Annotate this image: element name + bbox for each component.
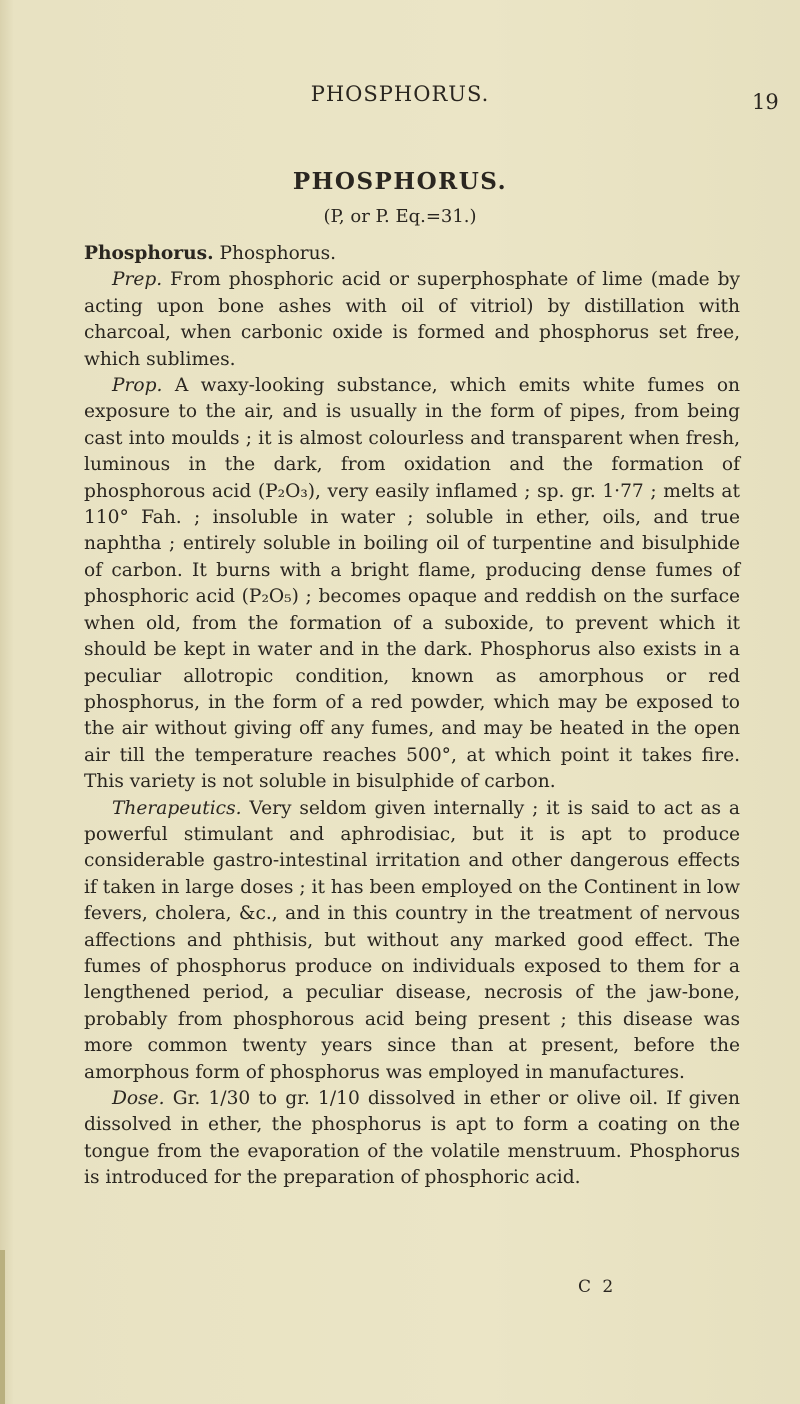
therapeutics-label: Therapeutics. [112,797,242,819]
entry-title: PHOSPHORUS. [292,168,508,195]
name-label: Phosphorus. [84,243,214,264]
paragraph-name [84,241,740,267]
dose-label: Dose. [112,1088,165,1109]
entry-formula: (P, or P. Eq.=31.) [323,206,477,227]
signature-mark: C 2 [578,1277,617,1297]
prop-label: Prop. [112,375,163,397]
running-head: PHOSPHORUS. [310,82,490,106]
dose-text: Gr. 1/30 to gr. 1/10 dissolved in ether or olive oil. If given dissolved in ether, the phosphorus is apt to form a coating on the tongue from the evaporation of the volatile menstruum. Phosphorus is introduced for the preparation of phosphoric acid. [84,1088,740,1189]
paragraph-prep [84,267,740,373]
name-text: Phosphorus. [213,243,337,264]
prep-text: From phosphoric acid or superphosphate of lime (made by acting upon bone ashes with oil of vitriol) by distillation with charcoal, when carbonic oxide is formed and phosphorus set free, which sublimes. [84,269,740,370]
page-edge-shadow [0,1250,5,1404]
entry-body [84,241,740,1192]
prop-text: A waxy-looking substance, which emits white fumes on exposure to the air, and is usually in the form of pipes, from being cast into moulds ; it is almost colourless and transparent when fresh, luminous in the dark, from oxidation and the formation of phosphorous acid (P₂O₃), very easily inflamed ; sp. gr. 1·77 ; melts at 110° Fah. ; insoluble in water ; soluble in ether, oils, and true naphtha ; entirely soluble in boiling oil of turpentine and bisulphide of carbon. It burns with a bright flame, producing dense fumes of phosphoric acid (P₂O₅) ; becomes opaque and reddish on the surface when old, from the formation of a suboxide, to prevent which it should be kept in water and in the dark. Phosphorus also exists in a peculiar allotropic condition, known as amorphous or red phosphorus, in the form of a red powder, which may be exposed to the air without giving off any fumes, and may be heated in the open air till the temperature reaches 500°, at which point it takes fire. This variety is not soluble in bisulphide of carbon. [84,375,740,793]
paragraph-prop [84,373,740,796]
paragraph-therapeutics [84,796,740,1086]
therapeutics-text: Very seldom given internally ; it is said to act as a powerful stimulant and aphrodisiac, but it is apt to produce considerable gastro-intestinal irritation and other dangerous effects if taken in large doses ; it has been employed on the Continent in low fevers, cholera, &c., and in this country in the treatment of nervous affections and phthisis, but without any marked good effect. The fumes of phosphorus produce on individuals exposed to them for a lengthened period, a peculiar disease, necrosis of the jaw-bone, probably from phosphorous acid being present ; this disease was more common twenty years since than at present, before the amorphous form of phosphorus was employed in manufactures. [84,797,740,1083]
paragraph-dose [84,1086,740,1192]
prep-label: Prep. [112,269,163,291]
page-number: 19 [752,90,779,114]
